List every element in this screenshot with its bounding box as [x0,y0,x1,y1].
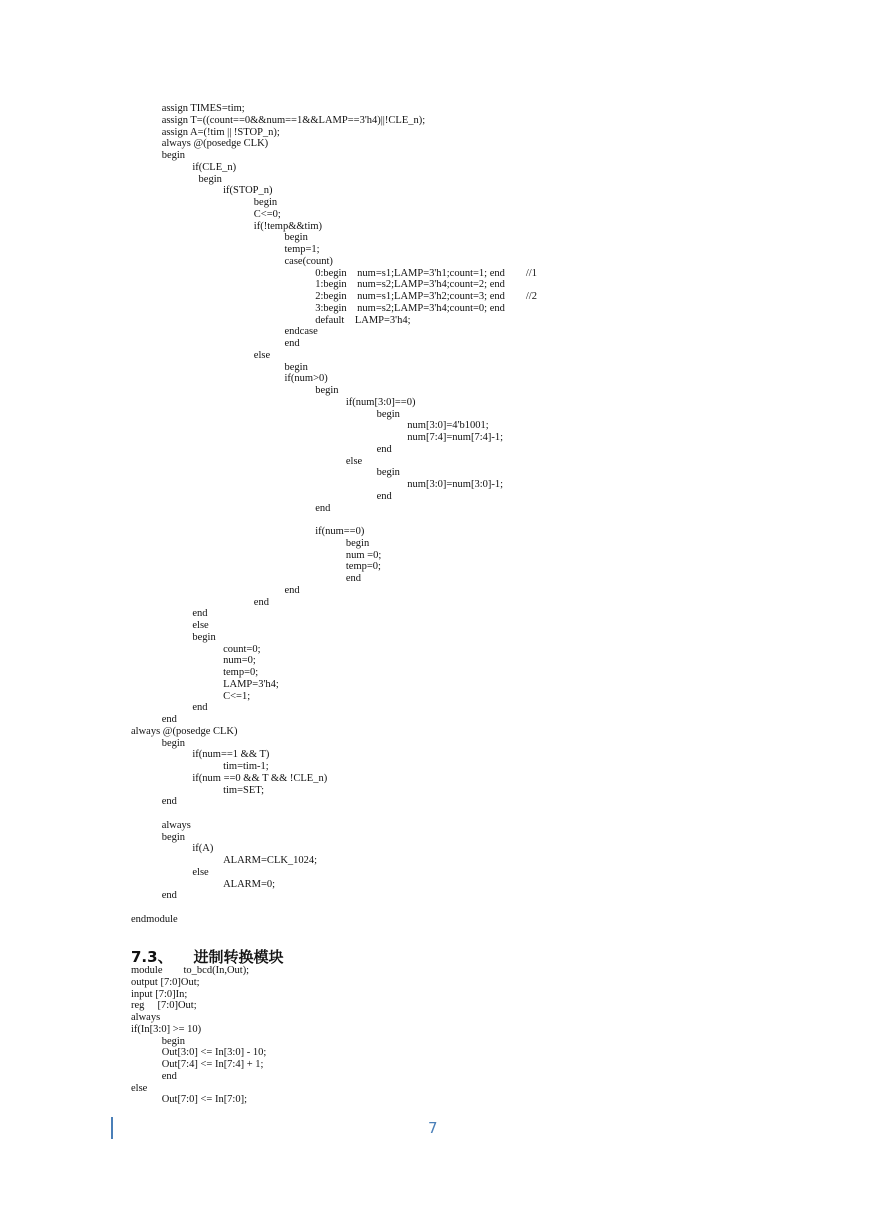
code-line: ALARM=0; [223,878,276,890]
code-line: end [192,608,208,620]
code-line: Out[7:4] <= In[7:4] + 1; [161,1059,264,1070]
code-line: C<=1; [223,690,251,702]
code-line: end [192,702,208,714]
code-line: end [376,490,392,502]
code-line: end [161,890,177,902]
code-line: if(num[3:0]==0) [345,396,416,408]
code-line: begin [161,150,186,161]
code-line: end [315,502,331,514]
code-line: num=0; [223,655,256,667]
code-line: begin [315,385,339,396]
code-line: end [284,584,300,596]
code-line: module to_bcd(In,Out); [131,965,250,976]
code-line: begin [345,537,370,549]
code-line: always [131,1012,161,1023]
code-line: Out[7:0] <= In[7:0]; [161,1094,248,1106]
code-line: end [345,573,362,584]
code-line: always [161,819,191,831]
code-line: input [7:0]In; [131,988,188,1000]
code-line: num =0; [345,549,382,561]
code-line: num[7:4]=num[7:4]-1; [407,432,504,443]
code-line: tim=SET; [223,784,265,796]
code-line: begin [376,467,400,479]
code-line: begin [198,173,222,185]
code-line: assign T=((count==0&&num==1&&LAMP==3'h4)||!CLE_n); [161,114,426,126]
code-line: 1:begin num=s2;LAMP=3'h4;count=2; end [315,279,505,291]
code-line: else [345,455,363,467]
code-line: if(num ==0 && T && !CLE_n) [192,772,328,784]
code-line: end [161,1070,177,1082]
code-line: assign A=(!tim || !STOP_n); [161,126,280,138]
code-line: begin [376,408,400,420]
code-line: if(CLE_n) [192,161,237,173]
code-line: endcase [284,326,318,338]
code-line: if(num==0) [315,526,365,537]
code-line: else [192,620,209,631]
code-line: if(num>0) [284,373,328,385]
code-line: count=0; [223,643,261,655]
code-line: temp=1; [284,244,320,255]
code-line: begin [161,1035,186,1047]
code-line: always @(posedge CLK) [131,725,238,737]
code-line: endmodule [131,913,178,925]
code-line: begin [192,631,216,643]
page-number: 7 [428,1119,438,1137]
code-line: num[3:0]=4'b1001; [407,420,489,432]
code-line: LAMP=3'h4; [223,678,279,690]
code-line: if(A) [192,843,214,855]
code-line: begin [284,361,308,373]
code-line: 3:begin num=s2;LAMP=3'h4;count=0; end [315,302,505,314]
code-line: temp=0; [345,561,381,573]
code-line: end [376,443,392,455]
code-line: else [192,866,209,878]
code-line: Out[3:0] <= In[3:0] - 10; [161,1047,267,1059]
code-line: tim=tim-1; [223,761,269,772]
code-line: output [7:0]Out; [131,976,200,988]
code-line: end [161,796,177,808]
code-line: ALARM=CLK_1024; [223,855,318,866]
code-line: 0:begin num=s1;LAMP=3'h1;count=1; end //1 [315,267,537,279]
section-heading: 7.3、 进制转换模块 [131,948,284,966]
code-line: if(num==1 && T) [192,749,270,761]
code-line: reg [7:0]Out; [131,1000,197,1012]
code-line: if(In[3:0] >= 10) [131,1023,202,1035]
code-line: C<=0; [253,208,281,220]
code-line: end [284,338,300,349]
code-line: begin [253,197,278,208]
code-line: 2:begin num=s1;LAMP=3'h2;count=3; end //2 [315,291,537,302]
code-line: num[3:0]=num[3:0]-1; [407,479,504,490]
code-line: else [253,349,271,361]
code-line: end [253,596,269,608]
code-line: if(STOP_n) [223,185,273,197]
footer-accent-bar [111,1117,113,1139]
code-line: begin [161,831,186,843]
code-line: begin [161,737,186,749]
code-line: case(count) [284,255,333,267]
code-line: begin [284,232,308,244]
code-line: default LAMP=3'h4; [315,314,411,326]
code-line: assign TIMES=tim; [161,103,245,114]
code-line: temp=0; [223,667,259,678]
code-line: always @(posedge CLK) [161,138,269,150]
code-line: end [161,714,177,725]
code-line: if(!temp&&tim) [253,220,323,232]
code-line: else [131,1082,148,1094]
